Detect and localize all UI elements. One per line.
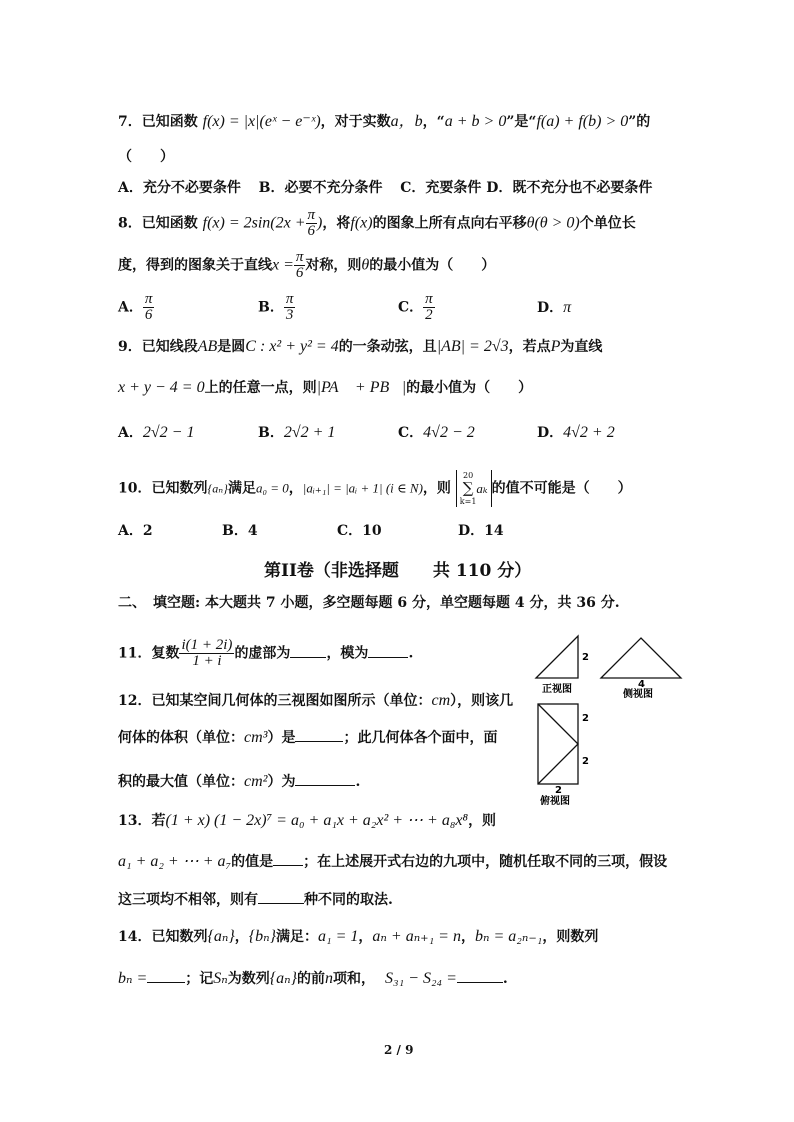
q9-option-a: A．2√2 − 1 <box>118 424 195 441</box>
q9-option-c: C．4√2 − 2 <box>398 424 475 441</box>
q8-option-c: C． $\frac{\pi}{2}$ <box>398 291 433 323</box>
section-instructions: 二、 填空题: 本大题共 7 小题，多空题每题 6 分，单空题每题 4 分，共 36 分. <box>118 595 620 611</box>
q12-line2: 何体的体积（单位：cm³）是 ；此几何体各个面中，面 <box>118 729 498 746</box>
q9-option-d: D．4√2 + 2 <box>537 424 615 441</box>
q13-line2: a₁ + a₂ + ⋯ + a₇的值是 ；在上述展开式右边的九项中，随机任取不同的三项，假设 <box>118 853 668 870</box>
section-heading: 第II卷（非选择题 共 110 分） <box>264 561 532 581</box>
q9-line2: x + y − 4 = 0上的任意一点，则|PA⃗ + PB⃗|的最小值为（ ） <box>118 379 533 396</box>
q10-line1: 10．已知数列{aₙ}满足a₀ = 0，|aᵢ₊₁| = |aᵢ + 1| (i ∈ N)，则 20 ∑ k=1 aₖ 的值不可能是（ ） <box>118 471 632 506</box>
q7-option-b: B．必要不充分条件 <box>258 180 383 196</box>
q7-options <box>118 177 652 197</box>
top-view-diagonals <box>538 704 578 784</box>
top-view-dim-upper: 2 <box>582 713 589 724</box>
front-view-label: 正视图 <box>542 684 572 695</box>
q8-line2: 度，得到的图象关于直线x = $\frac{\pi}{6}$ 对称，则θ的最小值为（ ） <box>118 249 496 281</box>
page-number: 2 / 9 <box>384 1043 414 1057</box>
q9-option-b: B．2√2 + 1 <box>258 424 336 441</box>
top-view-shape <box>538 704 578 784</box>
q13-line1: 13．若(1 + x) (1 − 2x)⁷ = a₀ + a₁x + a₂x² + ⋯ + a₈x⁸，则 <box>118 812 497 829</box>
q7-option-c: C．充要条件 <box>400 180 482 196</box>
q8-option-b: B． $\frac{\pi}{3}$ <box>258 291 294 323</box>
front-view-shape <box>536 636 578 678</box>
q11-line: 11．复数 $\frac{i(1 + 2i)}{1 + i}$ 的虚部为 ，模为 . <box>118 637 414 669</box>
q8-option-a: A． $\frac{\pi}{6}$ <box>118 291 153 323</box>
q7-line1: 7．已知函数 f(x) = |x|(eˣ − e⁻ˣ)，对于实数a，b，“a + b > 0”是“f(a) + f(b) > 0”的 <box>118 113 651 130</box>
top-view-dim-lower: 2 <box>582 756 589 767</box>
side-view-dim: 4 <box>638 679 645 690</box>
top-view-label: 俯视图 <box>540 796 570 807</box>
q8-option-d: D．π <box>537 299 572 316</box>
q7-paren: （ ） <box>118 149 174 165</box>
q10-option-a: A．2 <box>118 523 153 539</box>
q10-option-b: B．4 <box>222 523 258 539</box>
q7-option-d: D．既不充分也不必要条件 <box>486 180 653 196</box>
q9-line1: 9．已知线段AB是圆C : x² + y² = 4的一条动弦，且|AB| = 2√3，若点P为直线 <box>118 338 603 355</box>
side-view-label: 侧视图 <box>623 689 653 700</box>
q8-line1: 8．已知函数 f(x) = 2sin(2x + $\frac{\pi}{6}$ )，将f(x)的图象上所有点向右平移θ(θ > 0)个单位长 <box>118 207 636 239</box>
q7-option-a: A．充分不必要条件 <box>118 180 241 196</box>
q10-option-c: C．10 <box>337 523 382 539</box>
q14-line1: 14．已知数列{aₙ}，{bₙ}满足：a₁ = 1，aₙ + aₙ₊₁ = n，bₙ = a₂ₙ₋₁，则数列 <box>118 928 599 945</box>
q14-line2: bₙ = ；记Sₙ为数列{aₙ}的前n项和， S₃₁ − S₂₄ = . <box>118 970 508 987</box>
q10-option-d: D．14 <box>458 523 504 539</box>
q13-line3: 这三项均不相邻，则有 种不同的取法. <box>118 889 393 909</box>
top-view-dim-bottom: 2 <box>555 785 562 796</box>
q12-line1: 12．已知某空间几何体的三视图如图所示（单位：cm），则该几 <box>118 692 514 709</box>
side-view-shape <box>601 638 681 678</box>
three-view-figure <box>530 630 690 810</box>
q12-line3: 积的最大值（单位：cm²）为 . <box>118 773 361 790</box>
front-view-dim: 2 <box>582 652 589 663</box>
